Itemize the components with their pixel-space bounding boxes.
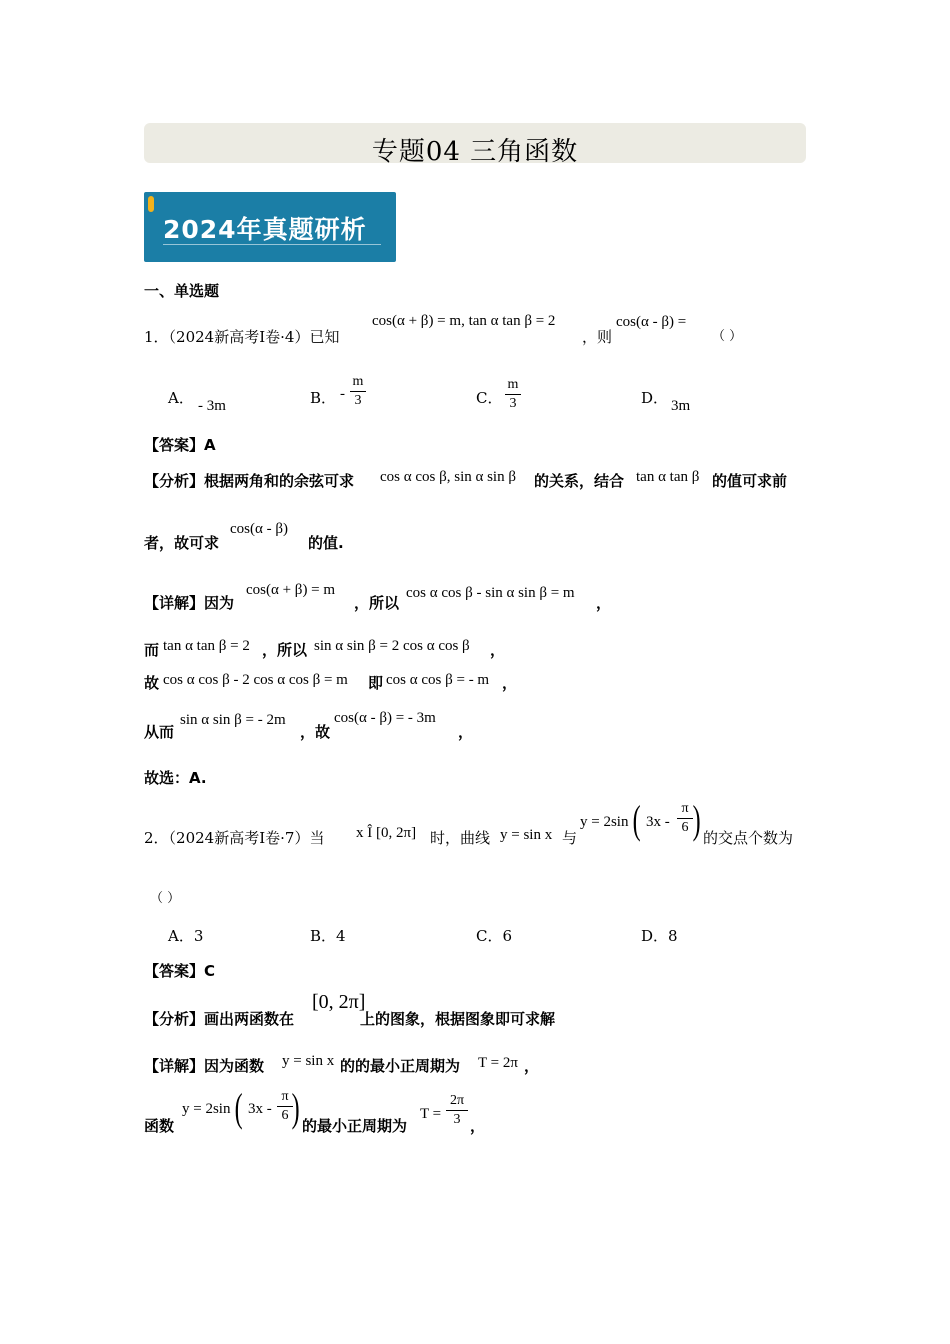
q2-detail-expr1b: T = 2π (478, 1055, 518, 1071)
option-label: A． (168, 927, 194, 945)
q1-detail-expr2b: sin α sin β = 2 cos α cos β (314, 638, 470, 654)
right-paren: ) (291, 1085, 300, 1130)
right-paren: ) (692, 797, 701, 842)
answer-value: C (204, 962, 216, 980)
q1-analysis-expr3: cos(α - β) (230, 521, 288, 537)
q1-analysis-text2: 的关系，结合 (534, 472, 625, 490)
badge-underline (163, 244, 381, 245)
q2-period-num: 2π (449, 1093, 465, 1108)
q1-analysis-text4: 者，故可求 (144, 534, 220, 552)
q2-detail-pi: π (281, 1089, 289, 1104)
q1-condition: cos(α + β) = m, tan α tan β = 2 (372, 313, 556, 329)
q2-detail-text2a: 函数 (144, 1117, 175, 1135)
q2-curve2-fraction (677, 801, 693, 836)
q2-detail-T: T = (420, 1106, 442, 1122)
q2-option-d (641, 926, 678, 946)
option-value: 4 (336, 927, 346, 945)
q2-prefix: 2．（2024新高考Ⅰ卷·7）当 (144, 829, 325, 847)
q1-detail-text3a: 故 (144, 674, 160, 692)
option-value: 6 (502, 927, 513, 945)
left-paren: ( (234, 1085, 243, 1130)
q2-detail-text1b: 的的最小正周期为 (340, 1057, 461, 1075)
fraction-bar (277, 1106, 293, 1107)
q2-period-fraction (446, 1093, 468, 1128)
section-badge (144, 192, 396, 262)
answer-value: A (204, 436, 216, 454)
q2-answer (144, 961, 215, 981)
q2-end: 的交点个数为 (703, 829, 794, 847)
q1-detail-text3c: ， (502, 674, 518, 692)
q1-mid: ，则 (582, 328, 613, 346)
analysis-text: 根据两角和的余弦可求 (204, 472, 355, 490)
answer-tag: 【答案】 (144, 436, 205, 454)
q1-detail-expr2: tan α tan β = 2 (163, 638, 250, 654)
q2-with: 与 (562, 829, 578, 847)
q1-analysis-expr1: cos α cos β, sin α sin β (380, 469, 516, 485)
q1-detail-text4c: ， (458, 723, 474, 741)
q1-detail-expr4b: cos(α - β) = - 3m (334, 710, 436, 726)
section-heading: 一、单选题 (144, 282, 220, 300)
q2-detail-text2c: ， (470, 1117, 486, 1135)
q2-condition: x Î [0, 2π] (356, 825, 417, 841)
q1-detail-text2a: 而 (144, 641, 160, 659)
q1-detail-expr3b: cos α cos β = - m (386, 672, 490, 688)
detail-text: 因为 (204, 594, 235, 612)
badge-text: 2024年真题研析 (163, 215, 367, 244)
q1-detail-text4a: 从而 (144, 723, 175, 741)
q1-option-b-den: 3 (354, 393, 362, 408)
q1-option-a-label: A． (168, 389, 194, 407)
q1-detail-line1 (144, 593, 234, 613)
title-bar (144, 123, 806, 167)
q2-mid: 时，曲线 (430, 829, 491, 847)
q2-blank: （ ） (150, 891, 181, 906)
q1-detail-text1c: ， (596, 594, 612, 612)
q1-option-d-label: D． (641, 389, 669, 407)
q2-detail-text2b: 的最小正周期为 (302, 1117, 408, 1135)
q2-curve1: y = sin x (500, 827, 553, 843)
analysis-tag: 【分析】 (144, 472, 205, 490)
q1-analysis-text3: 的值可求前 (712, 472, 788, 490)
q1-detail-text4b: ，故 (300, 723, 331, 741)
q2-option-c (476, 926, 512, 946)
q2-analysis-expr: [0, 2π] (312, 991, 366, 1013)
q1-ask: cos(α - β) = (616, 314, 687, 330)
left-paren: ( (632, 797, 641, 842)
q1-detail-expr1b: cos α cos β - sin α sin β = m (406, 585, 575, 601)
q1-choose: 故选：A. (144, 769, 207, 787)
option-label: D． (641, 927, 669, 945)
q2-analysis-text2: 上的图象，根据图象即可求解 (360, 1010, 556, 1028)
option-value: 8 (668, 927, 678, 945)
q2-period-den: 3 (453, 1112, 461, 1127)
detail-text: 因为函数 (204, 1057, 265, 1075)
q1-detail-text1b: ，所以 (354, 594, 400, 612)
option-label: B． (310, 927, 337, 945)
q1-detail-expr1: cos(α + β) = m (246, 582, 336, 598)
q1-option-c-label: C． (476, 389, 503, 407)
q2-option-b (310, 926, 346, 946)
q1-detail-text2c: ， (490, 641, 506, 659)
analysis-tag: 【分析】 (144, 1010, 205, 1028)
q2-detail-expr1: y = sin x (282, 1053, 335, 1069)
detail-tag: 【详解】 (144, 1057, 205, 1075)
q2-curve2-inner: 3x - (646, 814, 670, 830)
q1-option-b-sign: - (340, 386, 345, 402)
q1-analysis-line1 (144, 471, 354, 491)
q2-analysis-line1 (144, 1009, 294, 1029)
q1-option-d-value: 3m (671, 398, 691, 414)
q2-detail-line1 (144, 1056, 264, 1076)
q1-detail-text3b: 即 (368, 674, 384, 692)
q1-answer (144, 435, 216, 455)
analysis-text: 画出两函数在 (204, 1010, 295, 1028)
option-value: 3 (193, 927, 204, 945)
q2-detail-expr2: y = 2sin (182, 1101, 231, 1117)
q1-detail-expr3: cos α cos β - 2 cos α cos β = m (163, 672, 348, 688)
q1-option-a-value: - 3m (198, 398, 226, 414)
q1-option-c-fraction (505, 377, 521, 412)
q2-pi: π (681, 801, 689, 816)
answer-tag: 【答案】 (144, 962, 205, 980)
q1-option-b-label: B． (310, 389, 337, 407)
q1-prefix: 1．（2024新高考Ⅰ卷·4）已知 (144, 328, 340, 346)
option-label: C． (476, 927, 503, 945)
q1-analysis-text5: 的值. (308, 534, 344, 552)
fraction-bar (505, 394, 521, 395)
q2-curve2-prefix: y = 2sin (580, 814, 629, 830)
q2-detail-six: 6 (281, 1108, 289, 1123)
q1-blank: （ ） (712, 329, 743, 344)
q1-option-c-den: 3 (509, 396, 517, 411)
q2-detail-fraction (277, 1089, 293, 1124)
q1-option-b-num: m (352, 374, 364, 389)
q2-six: 6 (681, 820, 689, 835)
fraction-bar (677, 818, 693, 819)
fraction-bar (350, 391, 366, 392)
q1-detail-text2b: ，所以 (262, 641, 308, 659)
q1-option-b-fraction (350, 374, 366, 409)
q1-option-c-num: m (507, 377, 519, 392)
q2-option-a (168, 926, 203, 946)
detail-tag: 【详解】 (144, 594, 205, 612)
q1-analysis-expr2: tan α tan β (636, 469, 700, 485)
q1-detail-expr4: sin α sin β = - 2m (180, 712, 286, 728)
page-title: 专题04 三角函数 (371, 137, 579, 167)
fraction-bar (446, 1110, 468, 1111)
q2-detail-inner: 3x - (248, 1101, 272, 1117)
q2-detail-text1c: ， (524, 1057, 540, 1075)
badge-tab (148, 196, 154, 212)
